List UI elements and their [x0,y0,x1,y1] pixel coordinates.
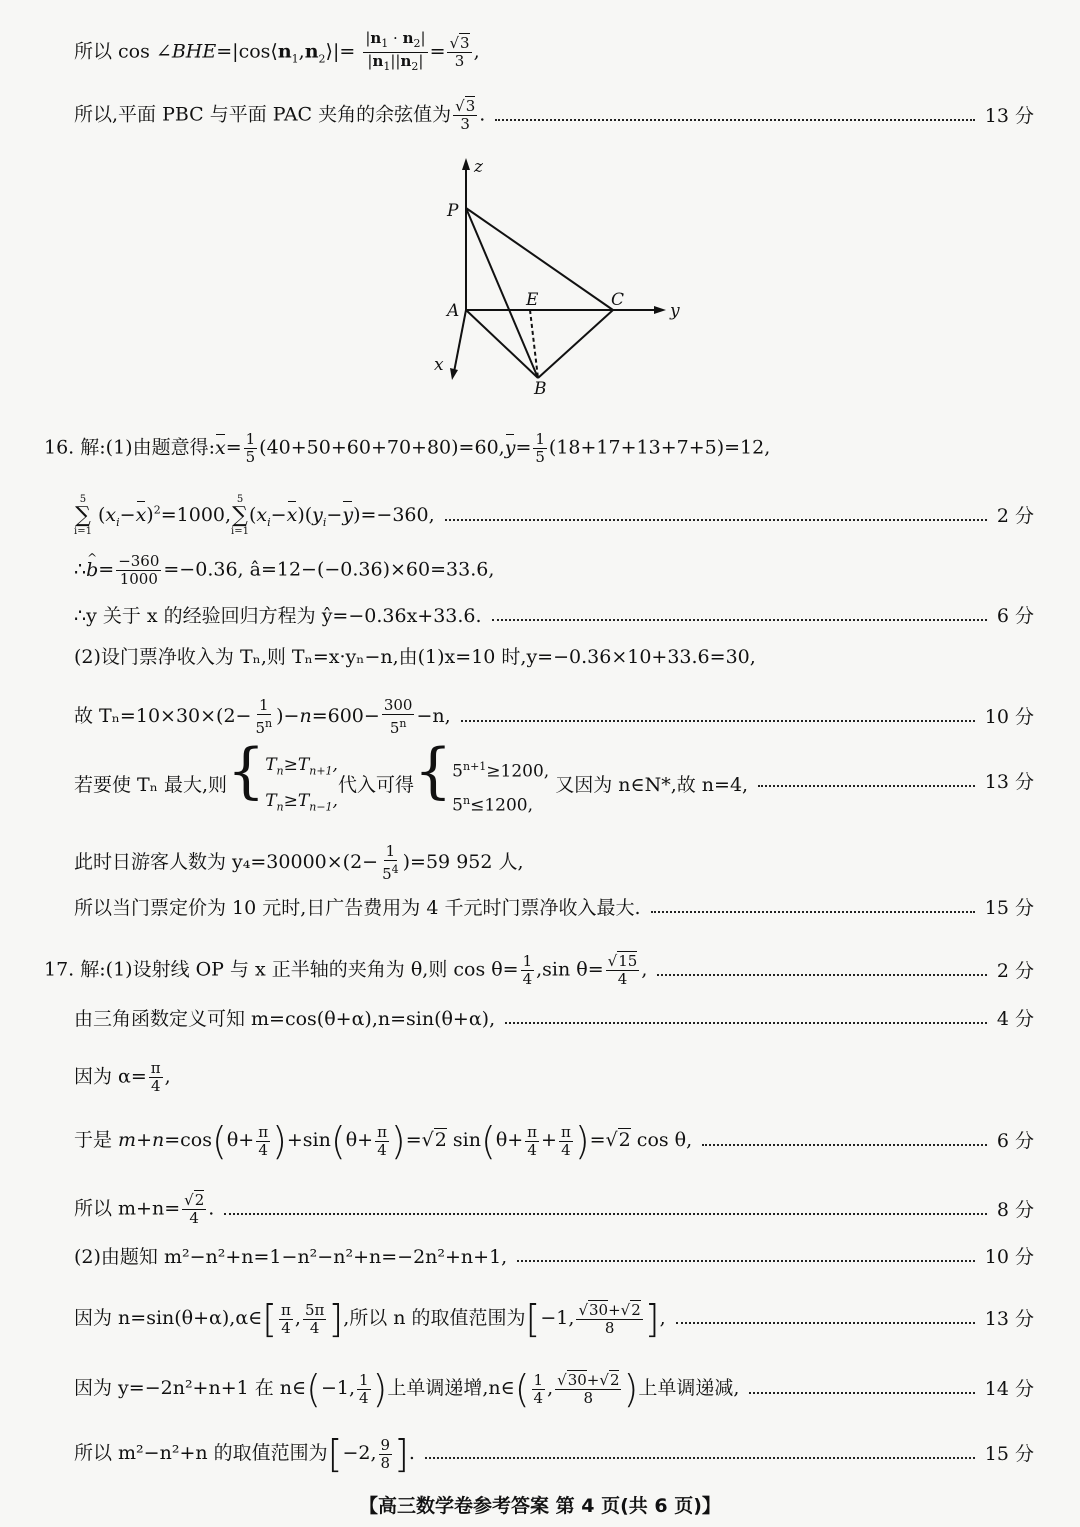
line-q17-range: 因为 n=sin(θ+α),α∈[ $\frac{\pi}{4}$ , $\frac{5\pi}{4}$ ],所以 n 的取值范围为[−1, $\frac{√30+√2}{8}$ ], 13 分 [74,1297,1034,1341]
x-arrow [450,368,458,380]
line-q16-means: 16. 解:(1)由题意得:x= $\frac{1}{5}$ (40+50+60+70+80)=60,y= $\frac{1}{5}$ (18+17+13+7+5)=12, [44,430,771,466]
fig-label: B [534,379,547,399]
fig-label: y [670,301,680,321]
geometry-figure [420,150,690,400]
line-q16-sums: 5 ∑ i=1 $(x_i-x)^2=1000$, 5 ∑ i=1 $(x_i-x)(y_i-y)=-360$, 2 分 [74,494,1034,537]
edge-cb [538,310,613,378]
line-q17-sum: 于是 m+n=cos(θ+ $\frac{\pi}{4}$ )+sin(θ+ $\frac{\pi}{4}$ )=√2 sin(θ+ $\frac{\pi}{4}$ + $\frac{\pi}{4}$ )=√2 cos θ, 6 分 [74,1119,1034,1163]
line-q17-alpha: 因为 α= $\frac{\pi}{4}$ , [74,1059,171,1095]
edge-ab [466,310,538,378]
line-cos-bhe: 所以 $\cos \angle BHE=|\cos⟨n_1,n_2⟩|=$ $\frac{|n_1 \cdot n_2|}{|n_1||n_2|}$ = $\frac{√3}{3}$ , [74,29,480,73]
line-q16-visitors: 此时日游客人数为 y₄=30000×(2− $\frac{1}{5^4}$ )=59 952 人, [74,842,524,883]
line-q17-final: 所以 m²−n²+n 的取值范围为[−2, $\frac{9}{8}$ ]. 15 分 [74,1432,1034,1476]
line-q17-intro: 17. 解:(1)设射线 OP 与 x 正半轴的夹角为 θ,则 cos θ= $\frac{1}{4}$ ,sin θ= $\frac{√15}{4}$ , 2 分 [44,952,1034,988]
line-q16-regression: ∴y 关于 x 的经验回归方程为 ŷ=−0.36x+33.6. 6 分 [74,605,1034,627]
line-q17-monotonic: 因为 y=−2n²+n+1 在 n∈(−1, $\frac{1}{4}$ )上单调递增,n∈( $\frac{1}{4}$ , $\frac{√30+√2}{8}$ )上单调递减, 14 分 [74,1367,1034,1411]
line-q17-part2: (2)由题知 m²−n²+n=1−n²−n²+n=−2n²+n+1, 10 分 [74,1246,1034,1268]
line-q16-coef: ∴^ b= $\frac{-360}{1000}$ =−0.36, â=12−(−0.36)×60=33.6, [74,553,1034,588]
score: 13 分 [984,104,1034,127]
fig-label: A [447,301,460,321]
fig-label: E [526,290,539,310]
line-q16-end: 所以当门票定价为 10 元时,日广告费用为 4 千元时门票净收入最大. 15 分 [74,897,1034,919]
fig-label: x [434,355,444,375]
page-footer: 【高三数学卷参考答案 第 4 页(共 6 页)】 [359,1495,721,1517]
line-q16-max: 若要使 Tₙ 最大,则{ $T_n\ge T_{n+1}$, $T_n\ge T_{n-1}$, 代入可得{ $5^{n+1}\ge 1200$, $5^n\le 1200$, 又因为 n∈N*,故 n=4, 13 分 [74,736,1034,816]
line-q17-def: 由三角函数定义可知 m=cos(θ+α),n=sin(θ+α), 4 分 [74,1008,1034,1030]
fig-label: z [474,157,483,177]
fig-label: C [611,290,625,310]
y-arrow [654,306,666,314]
line-q16-part2: (2)设门票净收入为 Tₙ,则 Tₙ=x·yₙ−n,由(1)x=10 时,y=−0.36×10+33.6=30, [74,646,756,668]
line-q16-tn: 故 Tₙ=10×30×(2− $\frac{1}{5^n}$ )−n=600− $\frac{300}{5^n}$ −n, 10 分 [74,696,1034,737]
line-q17-result: 所以 m+n= $\frac{√2}{4}$ . 8 分 [74,1191,1034,1227]
fig-label: P [447,201,459,221]
z-arrow [462,158,470,170]
line-conclusion-angle: 所以,平面 PBC 与平面 PAC 夹角的余弦值为 $\frac{√3}{3}$ . 13 分 [74,97,1034,133]
